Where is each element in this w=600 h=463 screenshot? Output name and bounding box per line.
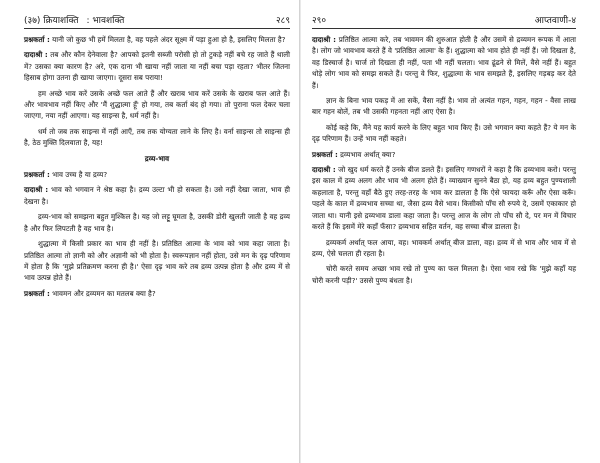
- speaker-label: प्रश्नकर्ता :: [24, 170, 50, 180]
- speaker-label: प्रश्नकर्ता :: [24, 288, 50, 298]
- right-page: [300, 0, 600, 463]
- paragraph: [312, 164, 576, 232]
- paragraph: [312, 95, 576, 118]
- paragraph-text: तब और कौन देनेवाला है? आपको इतनी सब्जी परोसी हो तो टुकड़े नहीं बचे रह जाते हैं थाली में? उसका क्या कारण है? अरे, एक दाना भी खाया नहीं जाता या नहीं बचा पड़ा रहता? भीतर जितना हिसाब होगा उतना ही खाया जाएगा। दूसरा सब पराया!: [24, 50, 290, 83]
- section-title: : भावशक्ति: [86, 16, 125, 26]
- paragraph: [24, 169, 290, 180]
- paragraph-text: ज्ञान के बिना भाव पकड़ में आ सकें, वैसा नहीं है। भाव तो अत्यंत गहन, गहन, गहन - वैसा लाख बार गहन बोलें, तब भी उसकी गहनता नहीं आए ऐसा है।: [312, 96, 576, 117]
- paragraph-text: द्रव्य-भाव को समझना बहुत मुश्किल है। यह जो लट्टू घूमता है, उसकी डोरी खुलती जाती है वह द्रव्य है और फिर लिपटती है वह भाव है।: [24, 212, 290, 233]
- speaker-label: प्रश्नकर्ता :: [24, 35, 50, 44]
- paragraph: [24, 211, 290, 234]
- paragraph: [312, 263, 576, 286]
- paragraph: [24, 34, 290, 45]
- paragraph: [24, 238, 290, 284]
- paragraph-text: यानी जो कुछ भी हमें मिलता है, वह पहले अंदर सूक्ष्म में पड़ा हुआ हो है, इसलिए मिलता है?: [49, 35, 286, 44]
- left-page-body: [24, 34, 290, 299]
- speaker-label: दादाश्री :: [312, 35, 337, 44]
- paragraph: [312, 122, 576, 145]
- chapter-title: (३७) क्रियाशक्ति: [24, 16, 79, 26]
- paragraph-text: चोरी करते समय अच्छा भाव रखे तो पुण्य का फल मिलता है। ऐसा भाव रखे कि 'मुझे कहाँ यह चोरी करनी पड़ी?' उससे पुण्य बंधता है।: [312, 264, 576, 285]
- paragraph-text: भाव को भगवान ने श्रेष्ठ कहा है। द्रव्य उल्टा भी हो सकता है। उसे नहीं देखा जाता, भाव ही देखना है।: [24, 185, 291, 206]
- paragraph-text: भाव उच्च है या द्रव्य?: [49, 170, 108, 180]
- paragraph-text: प्रतिष्ठित आत्मा करे, तब भावमन की शुरुआत होती है और उसमें से द्रव्यमन रूपक में आता है। लोग जो भावभाव करते हैं वे 'प्रतिष्ठित आत्मा' के हैं। शुद्धात्मा को भाव होते ही नहीं हैं। जो दिखता है, वह डिस्चार्ज है। चार्ज तो दिखता ही नहीं, पता भी नहीं चलता। भाव ढूंढने से मिलें, वैसे नहीं हैं। बहुत थोड़े लोग भाव को समझ सकते हैं। परन्तु वे फिर, शुद्धात्मा के भाव समझते हैं, इसलिए गड़बड़ कर देते हैं।: [312, 35, 577, 90]
- paragraph-text: भावमन और द्रव्यमन का मतलब क्या है?: [49, 288, 156, 298]
- paragraph-text: हम अच्छे भाव करें उसके अच्छे फल आते हैं और खराब भाव करें उसके के खराब फल आते हैं। और भावभाव नहीं किए और 'मैं शुद्धात्मा हूँ' हो गया, तब कर्ता बंद हो गया। तो पुराना फल देकर चला जाएगा, नया नहीं आएगा। यह साइन्स है, धर्म नहीं है।: [24, 88, 290, 121]
- section-heading: द्रव्य-भाव: [144, 153, 170, 163]
- paragraph-text: द्रव्यभाव अर्थात् क्या?: [337, 149, 396, 159]
- right-page-header: [312, 3, 576, 29]
- paragraph: [24, 49, 290, 83]
- paragraph: [24, 88, 290, 122]
- left-page-header: [24, 3, 290, 29]
- speaker-label: दादाश्री :: [24, 185, 49, 195]
- book-title: आप्तवाणी-४: [534, 16, 576, 26]
- paragraph: [24, 184, 290, 207]
- speaker-label: दादाश्री :: [312, 165, 336, 175]
- paragraph: [24, 126, 290, 149]
- paragraph-text: कोई कहे कि, मैंने यह कार्य करने के लिए बहुत भाव किए हैं। उसे भगवान क्या कहते हैं? ये मन के दृढ़ परिणाम हैं। उन्हें भाव नहीं कहते।: [312, 122, 576, 144]
- right-page-number: २९०: [312, 16, 327, 26]
- speaker-label: दादाश्री :: [24, 50, 48, 60]
- speaker-label: प्रश्नकर्ता :: [312, 149, 338, 159]
- paragraph-text: धर्म तो जब तक साइन्स में नहीं आएँ, तब तक योग्यता लाने के लिए है। वर्ना साइन्स तो साइन्स ही है, ठेठ मुक्ति दिलवाता है, यह!: [24, 126, 290, 148]
- paragraph: [312, 149, 576, 160]
- right-page-body: [312, 34, 576, 286]
- left-page-number: २८९: [275, 16, 290, 26]
- paragraph: [24, 288, 290, 299]
- paragraph: [312, 34, 576, 91]
- paragraph: [312, 237, 576, 260]
- paragraph-text: द्रव्यकर्म अर्थात् फल आया, वह। भावकर्म अर्थात् बीज डाला, वह। द्रव्य में से भाव और भाव में से द्रव्य, ऐसे चलता ही रहता है।: [312, 237, 576, 258]
- paragraph-text: जो खुद धर्म करते हैं उनके बीज डलते हैं। इसलिए गणधरों ने कहा है कि द्रव्यभाव करो। परन्तु इस काल में द्रव्य अलग और भाव भी अलग होते हैं। व्याख्यान सुनने बैठा हो, यह द्रव्य बहुत पुण्यशाली कहलाता है, परन्तु वहाँ बैठे हुए तरह-तरह के भाव कर डालता है कि ऐसे फायदा करूँ और ऐसा करूँ। पहले के काल में द्रव्यभाव सच्चा था, जैसा द्रव्य वैसे भाव। किसीको पाँच सौ रुपये दे, उसमें एकाकार हो जाता था। यानी इसे द्रव्यभाव डाला कहा जाता है। परन्तु आज के लोग तो पाँच सौ दे, पर मन में विचार करते हैं कि इसमें मेरे कहाँ फँसा? द्रव्यभाव सहित वर्तन, वह सच्चा बीज डालता है।: [312, 165, 576, 232]
- paragraph-text: शुद्धात्मा में किसी प्रकार का भाव ही नहीं है। प्रतिष्ठित आत्मा के भाव को भाव कहा जाता है। प्रतिष्ठित आत्मा तो ज्ञानी को और अज्ञानी को भी होता है। स्वरूपज्ञान नहीं होता, उसे मन के दृढ़ परिणाम में होता है कि 'मुझे प्रतिक्रमण करना ही है।' ऐसा दृढ़ भाव करे तब द्रव्य उत्पन्न होता है और द्रव्य में से भाव उत्पन्न होते हैं।: [24, 239, 290, 283]
